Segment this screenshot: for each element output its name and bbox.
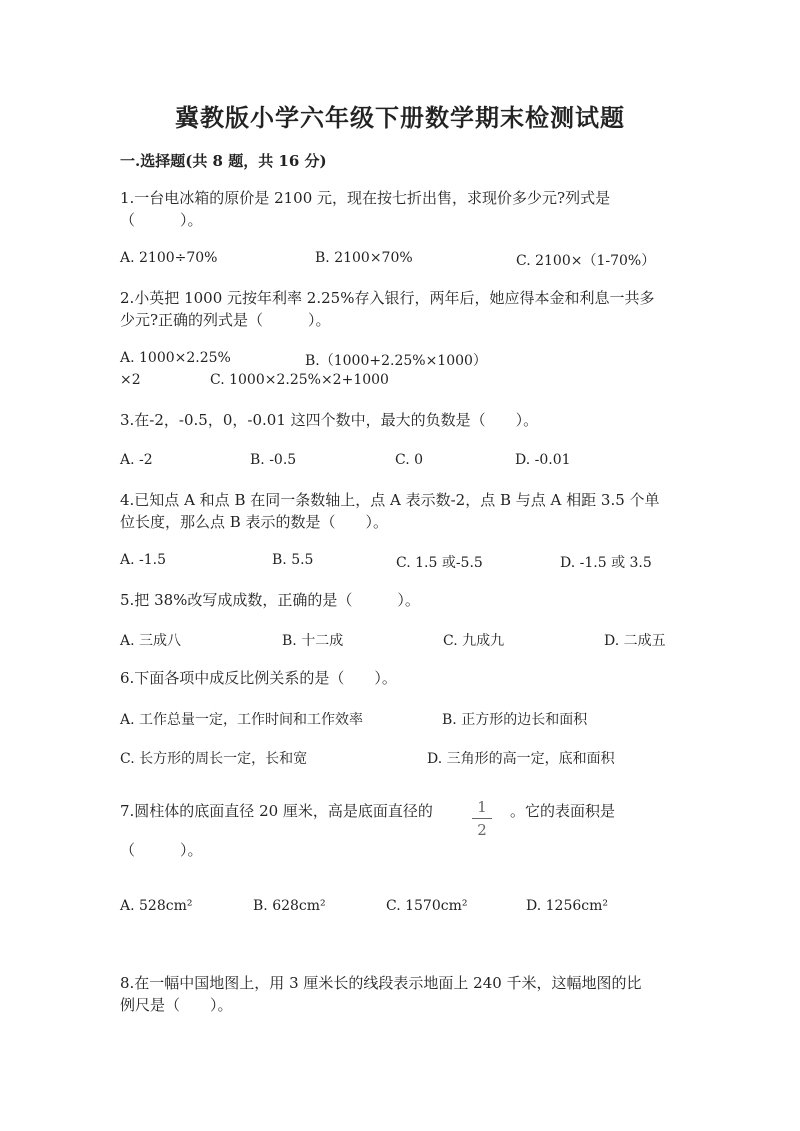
- question-2-option-b: B.（1000+2.25%×1000）: [305, 353, 487, 369]
- page-title: 冀教版小学六年级下册数学期末检测试题: [175, 103, 625, 132]
- question-7-blank: （ ）。: [120, 841, 203, 859]
- question-6-option-b: B. 正方形的边长和面积: [442, 712, 588, 728]
- question-8-text-cont: 例尺是（ ）。: [120, 996, 233, 1014]
- question-1-option-c: C. 2100×（1-70%）: [516, 253, 656, 269]
- fraction-bar: [472, 818, 492, 819]
- question-6-option-a: A. 工作总量一定，工作时间和工作效率: [120, 712, 364, 728]
- fraction-one-half: [472, 798, 492, 839]
- fraction-numerator: 1: [477, 798, 487, 816]
- question-3-option-d: D. -0.01: [515, 452, 571, 468]
- question-8-text: 8.在一幅中国地图上，用 3 厘米长的线段表示地面上 240 千米，这幅地图的比: [120, 974, 642, 992]
- question-6-option-c: C. 长方形的周长一定，长和宽: [120, 751, 308, 767]
- question-1-option-b: B. 2100×70%: [315, 250, 413, 266]
- question-6-option-d: D. 三角形的高一定，底和面积: [427, 751, 615, 767]
- fraction-denominator: 2: [477, 821, 487, 839]
- question-5-text: 5.把 38%改写成成数，正确的是（ ）。: [120, 591, 420, 609]
- question-7-text-tail: 。它的表面积是: [510, 802, 616, 820]
- question-3-option-a: A. -2: [120, 452, 153, 468]
- question-2-option-b-cont: ×2: [120, 372, 141, 388]
- question-4-option-a: A. -1.5: [120, 552, 167, 568]
- question-4-text: 4.已知点 A 和点 B 在同一条数轴上，点 A 表示数-2，点 B 与点 A 相距 3.5 个单: [120, 491, 660, 509]
- question-7-option-a: A. 528cm²: [120, 898, 193, 914]
- question-4-option-c: C. 1.5 或-5.5: [396, 555, 483, 571]
- question-4-option-d: D. -1.5 或 3.5: [560, 555, 652, 571]
- section-heading: 一.选择题(共 8 题，共 16 分): [120, 152, 327, 170]
- question-6-text: 6.下面各项中成反比例关系的是（ ）。: [120, 669, 397, 687]
- question-3-option-b: B. -0.5: [250, 452, 297, 468]
- question-2-text-cont: 少元?正确的列式是（ ）。: [120, 311, 331, 329]
- question-7-option-d: D. 1256cm²: [526, 898, 608, 914]
- question-2-text: 2.小英把 1000 元按年利率 2.25%存入银行，两年后，她应得本金和利息一共多: [120, 289, 655, 307]
- question-5-option-a: A. 三成八: [120, 633, 182, 649]
- question-7-option-b: B. 628cm²: [253, 898, 326, 914]
- question-2-option-c: C. 1000×2.25%×2+1000: [210, 372, 389, 388]
- question-3-option-c: C. 0: [395, 452, 424, 468]
- question-1-blank: （ ）。: [120, 211, 203, 229]
- question-7-text: 7.圆柱体的底面直径 20 厘米，高是底面直径的: [120, 802, 433, 820]
- question-5-option-c: C. 九成九: [443, 633, 505, 649]
- question-4-option-b: B. 5.5: [272, 552, 314, 568]
- question-7-option-c: C. 1570cm²: [386, 898, 468, 914]
- question-5-option-d: D. 二成五: [604, 633, 666, 649]
- question-3-text: 3.在-2，-0.5，0，-0.01 这四个数中，最大的负数是（ ）。: [120, 411, 539, 429]
- question-1-text: 1.一台电冰箱的原价是 2100 元，现在按七折出售，求现价多少元?列式是: [120, 189, 611, 207]
- question-1-option-a: A. 2100÷70%: [120, 250, 218, 266]
- question-2-option-a: A. 1000×2.25%: [120, 350, 231, 366]
- question-5-option-b: B. 十二成: [282, 633, 344, 649]
- question-4-text-cont: 位长度，那么点 B 表示的数是（ ）。: [120, 513, 389, 531]
